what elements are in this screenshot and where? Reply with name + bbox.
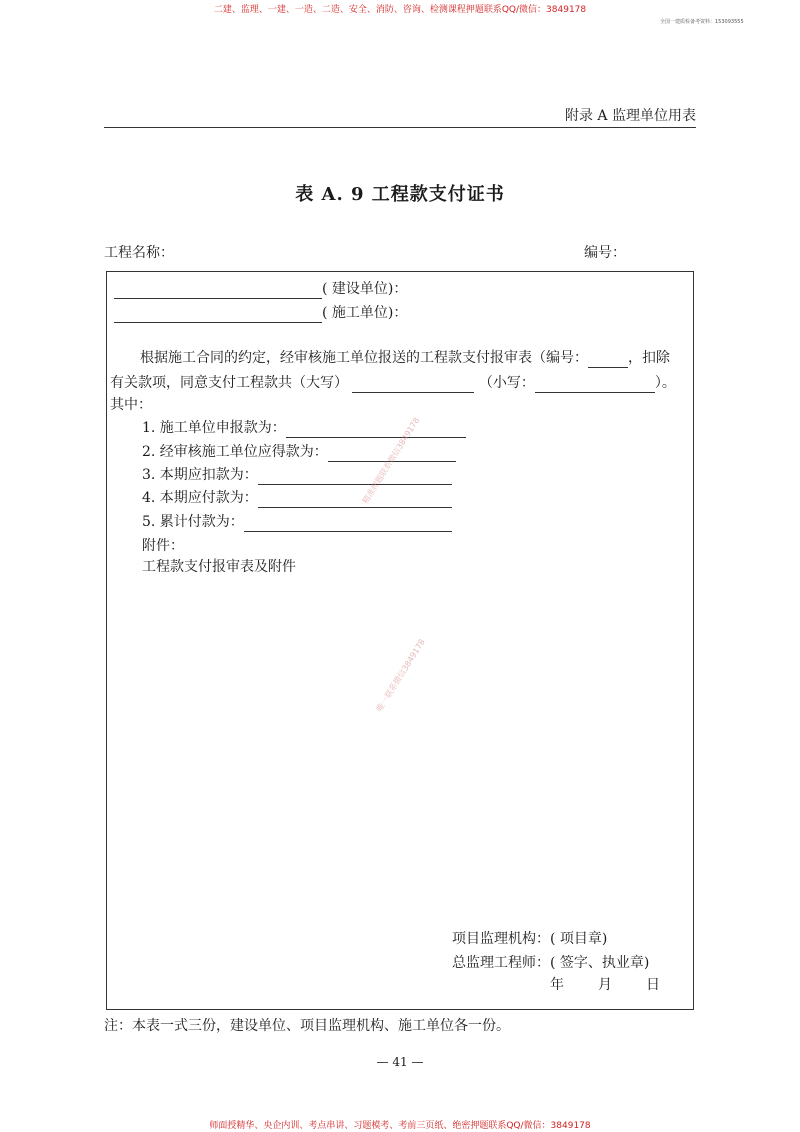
item-2	[142, 442, 456, 462]
para-line1-deduct: ，扣除	[628, 350, 670, 366]
para-line2-text: 有关款项，同意支付工程款共（大写）	[110, 375, 348, 391]
watermark-1: 精准押题联系微信3849178	[360, 416, 422, 506]
date-month: 月	[598, 977, 612, 993]
item-5	[142, 512, 452, 532]
appendix-header: 附录 A 监理单位用表	[564, 108, 696, 124]
footnote: 注：本表一式三份，建设单位、项目监理机构、施工单位各一份。	[104, 1018, 510, 1034]
amount-uppercase-blank[interactable]	[352, 378, 474, 393]
item-4-label: 4. 本期应付款为：	[142, 490, 258, 506]
number-label: 编号：	[584, 245, 626, 261]
item-5-blank[interactable]	[244, 517, 452, 532]
para-line2-small: （小写：	[478, 375, 535, 391]
top-banner: 二建、监理、一建、一造、二造、安全、消防、咨询、检测课程押题联系QQ/微信：3849178	[213, 5, 587, 15]
para-line2-end: ）。	[654, 375, 676, 391]
bottom-banner: 师面授精华、央企内训、考点串讲、习题模考、考前三页纸、绝密押题联系QQ/微信：3849178	[209, 1121, 591, 1131]
item-1-label: 1. 施工单位申报款为：	[142, 420, 286, 436]
item-3-label: 3. 本期应扣款为：	[142, 467, 258, 483]
paragraph-line-1	[140, 348, 670, 368]
page-number: — 41 —	[376, 1055, 424, 1069]
para-line1-text: 根据施工合同的约定，经审核施工单位报送的工程款支付报审表（编号：	[140, 350, 588, 366]
item-4-blank[interactable]	[258, 493, 452, 508]
construction-unit-blank[interactable]	[114, 284, 322, 299]
item-4	[142, 488, 452, 508]
form-title: 表 A. 9 工程款支付证书	[295, 184, 505, 205]
supervision-org-label: 项目监理机构：( 项目章)	[452, 931, 608, 947]
date-year: 年	[550, 977, 564, 993]
attachment-value: 工程款支付报审表及附件	[142, 559, 296, 575]
paragraph-line-2	[110, 373, 676, 393]
item-3	[142, 465, 452, 485]
item-2-label: 2. 经审核施工单位应得款为：	[142, 444, 328, 460]
contractor-unit-label: ( 施工单位)：	[322, 305, 408, 321]
construction-unit-line	[114, 279, 407, 299]
watermark-2: 唯一联系微信3849178	[374, 637, 427, 714]
contractor-unit-line	[114, 303, 407, 323]
report-number-blank[interactable]	[588, 353, 628, 368]
chief-engineer-label: 总监理工程师：( 签字、执业章)	[452, 955, 650, 971]
project-name-label: 工程名称：	[104, 245, 174, 261]
item-5-label: 5. 累计付款为：	[142, 514, 244, 530]
header-rule	[104, 127, 696, 128]
attachment-label: 附件：	[142, 538, 184, 554]
top-right-note: 全国一建质检备考资料：153093555	[660, 19, 744, 25]
item-3-blank[interactable]	[258, 470, 452, 485]
construction-unit-label: ( 建设单位)：	[322, 281, 408, 297]
amount-lowercase-blank[interactable]	[535, 378, 655, 393]
date-day: 日	[646, 977, 660, 993]
among-label: 其中：	[110, 397, 152, 413]
item-1-blank[interactable]	[286, 423, 466, 438]
contractor-unit-blank[interactable]	[114, 308, 322, 323]
